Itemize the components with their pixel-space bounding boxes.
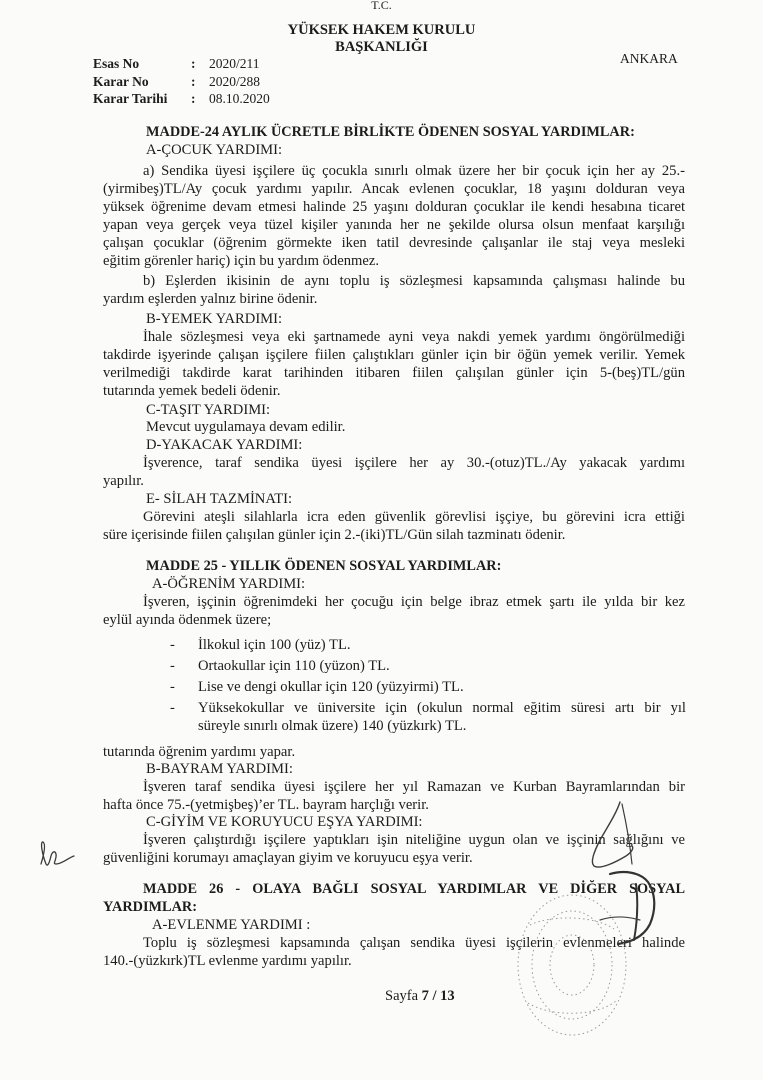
- holiday-allowance-title: B-BAYRAM YARDIMI:: [146, 761, 293, 777]
- margin-initials-signature: [38, 838, 78, 872]
- text-line: süre içerisinde fiilen çalışılan günler için 2.-(iki)TL/Gün silah tazminatı ödenir.: [103, 527, 566, 543]
- meta-label: Karar Tarihi: [93, 91, 168, 106]
- list-item: [170, 678, 686, 696]
- child-allowance-paragraph-1: [103, 162, 685, 270]
- meta-value: 2020/211: [209, 56, 260, 71]
- meal-allowance-title: B-YEMEK YARDIMI:: [146, 311, 283, 327]
- education-allowance-list: [170, 636, 686, 735]
- weapon-compensation-paragraph: [103, 508, 685, 544]
- list-item: [170, 657, 686, 675]
- text-line: 140.-(yüzkırk)TL evlenme yardımı yapılır.: [103, 953, 352, 969]
- institution-name: YÜKSEK HAKEM KURULU: [287, 22, 476, 38]
- marriage-allowance-title: A-EVLENME YARDIMI :: [152, 917, 311, 933]
- text-line: verilmediği takdirde karat tarihinden itibaren fiilen çalışılan günler için 5-(beş)TL/gün: [103, 365, 685, 381]
- case-meta: [93, 55, 270, 108]
- list-item: [170, 636, 686, 654]
- page-label: Sayfa: [385, 988, 419, 1004]
- education-allowance-after: tutarında öğrenim yardımı yapar.: [103, 744, 296, 760]
- text-line: Görevini ateşli silahlarla icra eden güvenlik görevlisi işçiye, bu görevini icra ettiği: [143, 509, 685, 525]
- meta-separator: :: [191, 73, 196, 89]
- list-item-text: Ortaokullar için 110 (yüzon) TL.: [198, 658, 390, 674]
- text-line: İşverence, taraf sendika üyesi işçilere her ay 30.-(otuz)TL./Ay yakacak yardımı: [143, 455, 685, 471]
- text-line: b) Eşlerden ikisinin de aynı toplu iş sözleşmesi kapsamında çalışması halinde bu: [143, 273, 685, 289]
- text-line: İşveren çalıştırdığı işçilere yaptıkları işin niteliğine uygun olan ve işçinin sağlığını ve: [143, 832, 685, 848]
- meta-row-esas: [93, 55, 270, 73]
- text-line: güvenliğini korumayı amaçlayan giyim ve koruyucu eşya verir.: [103, 850, 473, 866]
- stamp-seal: [510, 885, 640, 1045]
- child-allowance-paragraph-2: [103, 272, 685, 308]
- fuel-allowance-title: D-YAKACAK YARDIMI:: [146, 437, 303, 453]
- page-total: 13: [440, 988, 455, 1004]
- text-line: yüksek öğrenime devam etmesi halinde 25 yaşını dolduran çocuklar ile kendi hesabına ticaret: [103, 199, 685, 215]
- page-current: 7: [421, 988, 429, 1004]
- text-line: takdirde işyerinde çalışan işçilere fiilen çalıştıkları günler için bir öğün yemek verilir. Yemek: [103, 347, 685, 363]
- text-line: İşveren, işçinin öğrenimdeki her çocuğu için belge ibraz etmek şartı ile yılda bir kez: [143, 594, 685, 610]
- transport-allowance-text: Mevcut uygulamaya devam edilir.: [146, 419, 346, 435]
- institution-department: BAŞKANLIĞI: [335, 39, 428, 55]
- city-label: ANKARA: [620, 51, 678, 66]
- meta-row-karar: [93, 73, 270, 91]
- text-line: eylül ayında ödenmek üzere;: [103, 612, 272, 628]
- child-allowance-title: A-ÇOCUK YARDIMI:: [146, 142, 283, 158]
- page-number: [385, 987, 455, 1005]
- list-bullet: -: [170, 658, 175, 674]
- text-line: (yirmibeş)TL/Ay çocuk yardımı yapılır. Ancak evlenen çocuklar, 18 yaşını dolduran veya: [103, 181, 685, 197]
- clothing-allowance-title: C-GİYİM VE KORUYUCU EŞYA YARDIMI:: [146, 814, 423, 830]
- list-item-text-block: [198, 699, 686, 735]
- article-24-title: MADDE-24 AYLIK ÜCRETLE BİRLİKTE ÖDENEN SOSYAL YARDIMLAR:: [146, 124, 635, 140]
- header-tc: T.C.: [371, 0, 392, 12]
- meta-value: 2020/288: [209, 73, 261, 89]
- list-bullet: -: [170, 637, 175, 653]
- text-line: tutarında yemek bedeli ödenir.: [103, 383, 281, 399]
- list-bullet: -: [170, 700, 175, 716]
- education-allowance-paragraph: [103, 593, 685, 629]
- transport-allowance-title: C-TAŞIT YARDIMI:: [146, 402, 271, 418]
- list-item-text: Lise ve dengi okullar için 120 (yüzyirmi) TL.: [198, 679, 464, 695]
- meta-separator: :: [191, 91, 196, 106]
- article-25-title: MADDE 25 - YILLIK ÖDENEN SOSYAL YARDIMLAR:: [146, 558, 502, 574]
- text-line: İhale sözleşmesi veya eki şartnamede ayni veya nakdi yemek yardımı öngörülmediği: [143, 329, 685, 345]
- list-item-text: süreyle sınırlı olmak üzere) 140 (yüzkırk) TL.: [198, 718, 467, 734]
- meta-row-tarih: [93, 90, 270, 108]
- text-line: eğitim görenler hariç) için bu yardım ödenmez.: [103, 253, 379, 269]
- text-line: yapan veya gerçek veya tüzel kişiler yanında her ne şekilde olursa olsun menfaat karşılığı: [103, 217, 685, 233]
- meta-label: Esas No: [93, 56, 140, 71]
- meta-label: Karar No: [93, 73, 149, 89]
- text-line: yardım eşlerden yalnız birine ödenir.: [103, 291, 318, 307]
- list-bullet: -: [170, 679, 175, 695]
- text-line: a) Sendika üyesi işçilere üç çocukla sınırlı olmak üzere her bir çocuk için her ay 25.-: [143, 163, 685, 179]
- text-line: yapılır.: [103, 473, 144, 489]
- text-line: İşveren taraf sendika üyesi işçilere her yıl Ramazan ve Kurban Bayramlarından bir: [143, 779, 685, 795]
- list-item: [170, 699, 686, 735]
- text-line: hafta önce 75.-(yetmişbeş)’er TL. bayram harçlığı verir.: [103, 797, 429, 813]
- list-item-text: Yüksekokullar ve üniversite için (okulun normal eğitim süresi artı bir yıl: [198, 700, 686, 716]
- list-item-text: İlkokul için 100 (yüz) TL.: [198, 637, 351, 653]
- meta-separator: :: [191, 56, 196, 71]
- meal-allowance-paragraph: [103, 328, 685, 400]
- text-line: Toplu iş sözleşmesi kapsamında çalışan sendika üyesi işçilerin evlenmeleri halinde: [143, 935, 685, 951]
- page-separator: /: [432, 988, 437, 1004]
- text-line: YARDIMLAR:: [103, 899, 197, 915]
- weapon-compensation-title: E- SİLAH TAZMİNATI:: [146, 491, 293, 507]
- text-line: MADDE 26 - OLAYA BAĞLI SOSYAL YARDIMLAR VE DİĞER SOSYAL: [143, 881, 685, 897]
- fuel-allowance-paragraph: [103, 454, 685, 490]
- education-allowance-title: A-ÖĞRENİM YARDIMI:: [152, 576, 306, 592]
- text-line: çalışan çocuklar (öğrenim görmekte iken tatil devresinde çalışanlar ile staj veya mesleki: [103, 235, 685, 251]
- meta-value: 08.10.2020: [209, 91, 270, 106]
